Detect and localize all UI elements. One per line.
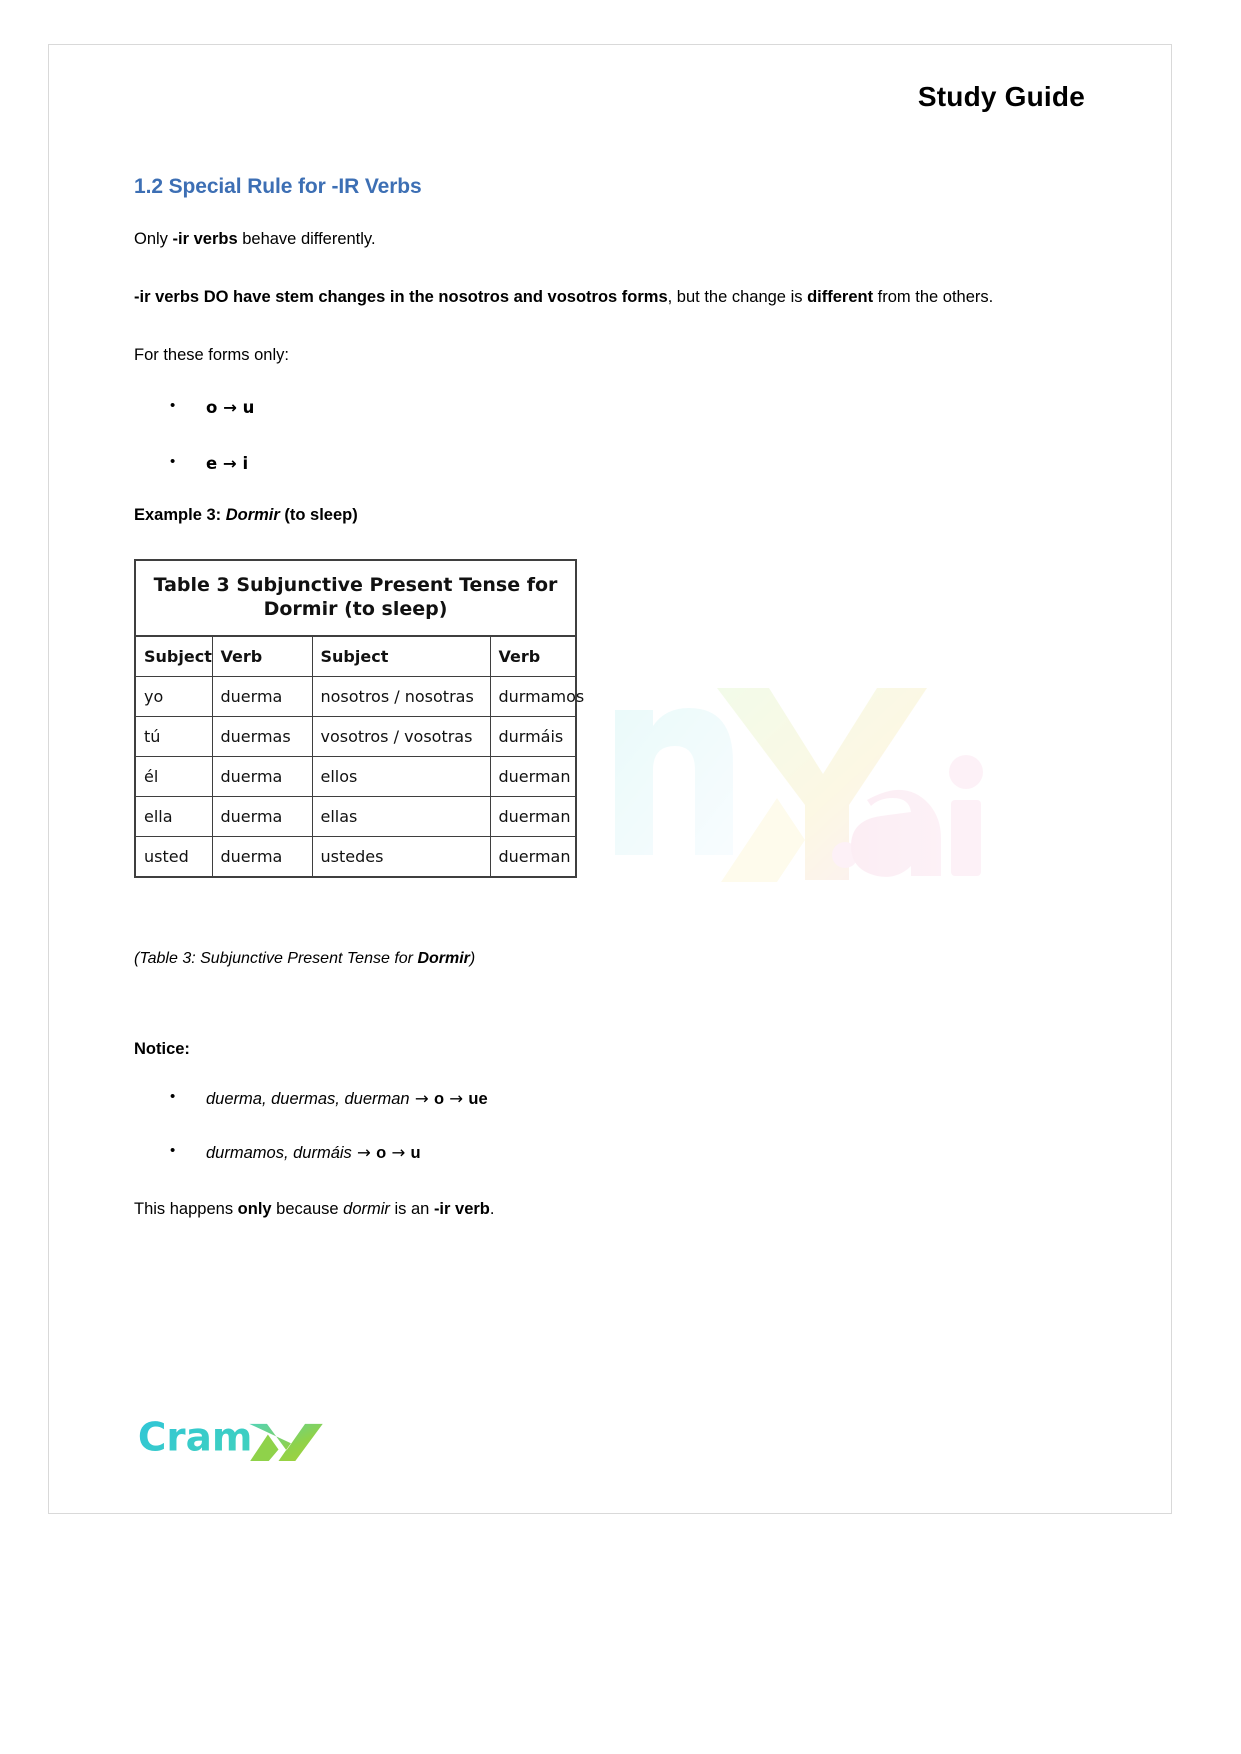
- text-fragment: →: [386, 1143, 411, 1163]
- cell-verb-plural: duerman: [490, 836, 575, 876]
- text-bold-stem-rule: -ir verbs DO have stem changes in the nosotros and vosotros forms: [134, 288, 668, 307]
- text-fragment: .: [489, 1200, 495, 1219]
- closing-paragraph: [134, 1193, 1024, 1225]
- cell-verb-singular: duerma: [212, 836, 312, 876]
- notice-vowel-o: o: [433, 1089, 445, 1108]
- text-italic-dormir: dormir: [343, 1200, 390, 1219]
- text-fragment: (Table 3: Subjunctive Present Tense for: [134, 949, 418, 967]
- column-header-subject-singular: Subject: [136, 636, 212, 676]
- list-item: [134, 450, 1024, 478]
- text-fragment: →: [444, 1088, 469, 1108]
- page-inner: [49, 45, 1171, 1513]
- text-fragment: from the others.: [873, 288, 994, 307]
- column-header-verb-plural: Verb: [490, 636, 575, 676]
- text-fragment: behave differently.: [237, 230, 376, 248]
- document-page: [48, 44, 1172, 1514]
- cell-verb-singular: duerma: [212, 796, 312, 836]
- text-fragment: Example 3:: [134, 505, 226, 524]
- paragraph-for-these-forms: For these forms only:: [134, 346, 289, 365]
- table-row: [136, 756, 575, 796]
- table-row: [136, 836, 575, 876]
- cell-verb-singular: duerma: [212, 676, 312, 716]
- table-row: [136, 716, 575, 756]
- cell-subject-singular: él: [136, 756, 212, 796]
- paragraph-only-ir: [134, 223, 1024, 255]
- text-fragment: because: [271, 1200, 344, 1219]
- cell-subject-singular: yo: [136, 676, 212, 716]
- cell-verb-plural: durmamos: [490, 676, 575, 716]
- cell-verb-plural: duerman: [490, 756, 575, 796]
- list-item: [134, 1139, 1024, 1167]
- cell-verb-plural: durmáis: [490, 716, 575, 756]
- conjugation-table-block: [134, 559, 585, 878]
- cell-verb-singular: duermas: [212, 716, 312, 756]
- table-title-line-2: Dormir (to sleep): [263, 598, 448, 621]
- text-fragment: →: [409, 1088, 434, 1108]
- example-heading: [134, 506, 1024, 525]
- document-content: [134, 175, 1024, 1251]
- table-row: [136, 796, 575, 836]
- text-fragment: →: [351, 1143, 377, 1163]
- conjugation-table: [136, 636, 585, 876]
- notice-heading: Notice:: [134, 1039, 190, 1058]
- cell-subject-singular: ella: [136, 796, 212, 836]
- rule-e-to-i: e → i: [206, 453, 249, 473]
- notice-vowel-o: o: [376, 1144, 387, 1163]
- cell-subject-plural: nosotros / nosotras: [312, 676, 490, 716]
- table-figure-caption: [134, 950, 1024, 968]
- cell-verb-plural: duerman: [490, 796, 575, 836]
- cell-verb-singular: duerma: [212, 756, 312, 796]
- cell-subject-plural: ellas: [312, 796, 490, 836]
- text-bold-ir-verb: -ir verb: [433, 1200, 490, 1219]
- cell-subject-plural: ellos: [312, 756, 490, 796]
- page-title: Study Guide: [917, 81, 1085, 112]
- column-header-subject-plural: Subject: [312, 636, 490, 676]
- list-item: [134, 394, 1024, 422]
- notice-forms-u: durmamos, durmáis: [206, 1144, 352, 1163]
- text-bold-ir-verbs: -ir verbs: [172, 230, 238, 248]
- table-header-row: [136, 636, 575, 676]
- cell-subject-plural: ustedes: [312, 836, 490, 876]
- text-bold-different: different: [807, 288, 874, 307]
- table-title-line-1: Table 3 Subjunctive Present Tense for: [153, 573, 558, 596]
- section-heading: 1.2 Special Rule for -IR Verbs: [134, 175, 422, 198]
- text-bold-only: only: [237, 1200, 272, 1219]
- text-fragment: (to sleep): [279, 505, 358, 524]
- rule-o-to-u: o → u: [206, 397, 255, 417]
- cramx-logo: [137, 1415, 351, 1461]
- example-verb: Dormir: [225, 505, 280, 524]
- text-fragment: This happens: [134, 1200, 238, 1219]
- cell-subject-singular: tú: [136, 716, 212, 756]
- list-item: [134, 1085, 1024, 1113]
- column-header-verb-singular: Verb: [212, 636, 312, 676]
- cell-subject-singular: usted: [136, 836, 212, 876]
- text-fragment: Only: [134, 230, 173, 248]
- paragraph-stem-changes: [134, 281, 1024, 313]
- logo-text-cram: Cram: [137, 1415, 253, 1461]
- caption-verb: Dormir: [417, 949, 470, 967]
- table-caption-heading: [136, 561, 575, 636]
- notice-vowel-u: u: [410, 1144, 421, 1163]
- text-fragment: , but the change is: [667, 288, 808, 307]
- text-fragment: is an: [389, 1200, 434, 1219]
- cell-subject-plural: vosotros / vosotras: [312, 716, 490, 756]
- table-row: [136, 676, 575, 716]
- rule-bullet-list: [134, 394, 1024, 478]
- notice-bullet-list: [134, 1085, 1024, 1167]
- text-fragment: ): [469, 949, 476, 967]
- notice-vowel-ue: ue: [468, 1089, 488, 1108]
- notice-forms-ue: duerma, duermas, duerman: [206, 1089, 410, 1108]
